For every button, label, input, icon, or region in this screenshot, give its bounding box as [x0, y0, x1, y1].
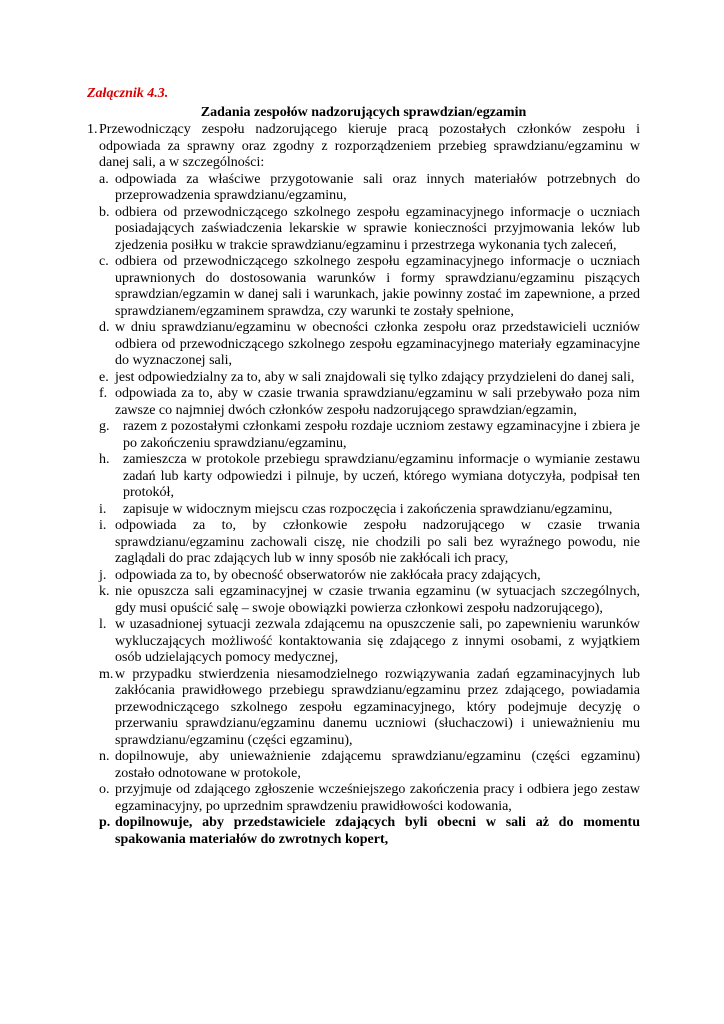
list-item-text: zamieszcza w protokole przebiegu sprawdzianu/egzaminu informacje o wymianie zestawu zadań lub karty odpowiedzi i pilnuje, by uczeń, którego wymiana dotyczyła, podpisał ten protokół,	[123, 452, 640, 500]
list-item-label: o.	[99, 782, 110, 797]
list-item-label: m.	[99, 666, 114, 682]
list-item-d	[87, 320, 640, 370]
list-item-text: w przypadku stwierdzenia niesamodzielnego rozwiązywania zadań egzaminacyjnych lub zakłócania prawidłowego przebiegu sprawdzianu/egzaminu przez zdającego, powiadamia przewodniczącego szkolnego zespołu egzaminacyjnego, który podejmuje decyzję o przerwaniu sprawdzianu/egzaminu danemu uczniowi (słuchaczowi) i unieważnieniu mu sprawdzianu/egzaminu (części egzaminu),	[115, 666, 640, 748]
list-item-text: odpowiada za to, by obecność obserwatorów nie zakłócała pracy zdających,	[115, 567, 541, 583]
list-item-text: odpowiada za to, by członkowie zespołu nadzorującego w czasie trwania sprawdzianu/egzaminu zachowali ciszę, nie chodzili po sali bez wyraźnego powodu, nie zaglądali do prac zdających lub w inny sposób nie zakłócali ich pracy,	[115, 518, 640, 566]
list-item-label: b.	[99, 204, 110, 220]
list-item-i	[87, 502, 640, 519]
list-item-text: nie opuszcza sali egzaminacyjnej w czasie trwania egzaminu (w sytuacjach szczególnych, gdy musi opuścić salę – swoje obowiązki powierza członkowi zespołu nadzorującego),	[115, 584, 640, 616]
list-item-text: razem z pozostałymi członkami zespołu rozdaje uczniom zestawy egzaminacyjne i zbiera je po zakończeniu sprawdzianu/egzaminu,	[123, 419, 640, 451]
annex-label: Załącznik 4.3.	[87, 86, 169, 101]
list-item-j	[87, 568, 640, 585]
list-item-text: odpowiada za właściwe przygotowanie sali oraz innych materiałów potrzebnych do przeprowadzenia sprawdzianu/egzaminu,	[115, 171, 640, 203]
list-item-a	[87, 172, 640, 205]
list-item-label: e.	[99, 369, 109, 385]
list-item-label: h.	[99, 452, 110, 467]
list-item-label: a.	[99, 171, 109, 187]
list-item-h	[87, 452, 640, 502]
document-title: Zadania zespołów nadzorujących sprawdzian/egzamin	[200, 104, 527, 120]
list-item-text: przyjmuje od zdającego zgłoszenie wcześniejszego zakończenia pracy i odbiera jego zestaw egzaminacyjny, po uprzednim sprawdzeniu prawidłowości kodowania,	[115, 782, 640, 814]
list-item-i-second	[87, 518, 640, 568]
list-item-label: i.	[99, 518, 107, 533]
list-item-text: dopilnowuje, aby przedstawiciele zdających byli obecni w sali aż do momentu spakowania materiałów do zwrotnych kopert,	[115, 815, 640, 847]
list-item-label: d.	[99, 320, 110, 335]
list-item-text: jest odpowiedzialny za to, aby w sali znajdowali się tylko zdający przydzieleni do danej sali,	[115, 369, 635, 385]
list-item-label: g.	[99, 419, 110, 434]
list-item-e	[87, 370, 640, 387]
list-item-text: w uzasadnionej sytuacji zezwala zdającemu na opuszczenie sali, po zapewnieniu warunków wykluczających możliwość kontaktowania się zdającego z innymi osobami, z wyjątkiem osób udzielających pomocy medycznej,	[115, 617, 640, 665]
list-item-text: odbiera od przewodniczącego szkolnego zespołu egzaminacyjnego informacje o uczniach uprawnionych do dostosowania warunków i formy sprawdzianu/egzaminu piszących sprawdzian/egzamin w danej sali i warunkach, jakie powinny zostać im zapewnione, a przed sprawdzianem/egzaminem sprawdza, czy warunki te zostały spełnione,	[115, 254, 640, 319]
list-item-label: p.	[99, 815, 111, 830]
list-item-b	[87, 205, 640, 255]
list-item-k	[87, 584, 640, 617]
main-item	[87, 122, 640, 172]
list-item-label: k.	[99, 584, 110, 599]
list-item-text: odpowiada za to, aby w czasie trwania sprawdzianu/egzaminu w sali przebywało poza nim zawsze co najmniej dwóch członków zespołu nadzorującego sprawdzian/egzamin,	[115, 386, 640, 418]
list-item-label: l.	[99, 617, 107, 632]
list-item-text: dopilnowuje, aby unieważnienie zdającemu sprawdzianu/egzaminu (części egzaminu) zostało odnotowane w protokole,	[115, 749, 640, 781]
list-item-c	[87, 254, 640, 320]
list-item-l	[87, 617, 640, 667]
list-item-label: j.	[99, 567, 107, 583]
list-item-label: f.	[99, 386, 108, 401]
list-item-o	[87, 782, 640, 815]
list-item-text: odbiera od przewodniczącego szkolnego zespołu egzaminacyjnego informacje o uczniach posiadających zaświadczenia lekarskie w sprawie konieczności przyjmowania leków lub zjedzenia posiłku w trakcie sprawdzianu/egzaminu i przestrzega wykonania tych zaleceń,	[115, 204, 640, 253]
list-item-label: i.	[99, 501, 107, 517]
list-item-m	[87, 667, 640, 750]
document-page	[87, 86, 640, 848]
list-item-p	[87, 815, 640, 848]
list-item-text: w dniu sprawdzianu/egzaminu w obecności członka zespołu oraz przedstawicieli uczniów odbiera od przewodniczącego szkolnego zespołu egzaminacyjnego materiały egzaminacyjne do wyznaczonej sali,	[115, 320, 640, 368]
list-item-label: n.	[99, 749, 110, 764]
main-item-text: Przewodniczący zespołu nadzorującego kieruje pracą pozostałych członków zespołu i odpowiada za sprawny oraz zgodny z rozporządzeniem przebieg sprawdzianu/egzaminu w danej sali, a w szczególności:	[99, 122, 640, 170]
main-item-number: 1.	[87, 122, 98, 137]
list-item-label: c.	[99, 254, 109, 269]
list-item-n	[87, 749, 640, 782]
list-item-text: zapisuje w widocznym miejscu czas rozpoczęcia i zakończenia sprawdzianu/egzaminu,	[123, 501, 613, 517]
list-item-f	[87, 386, 640, 419]
list-item-g	[87, 419, 640, 452]
